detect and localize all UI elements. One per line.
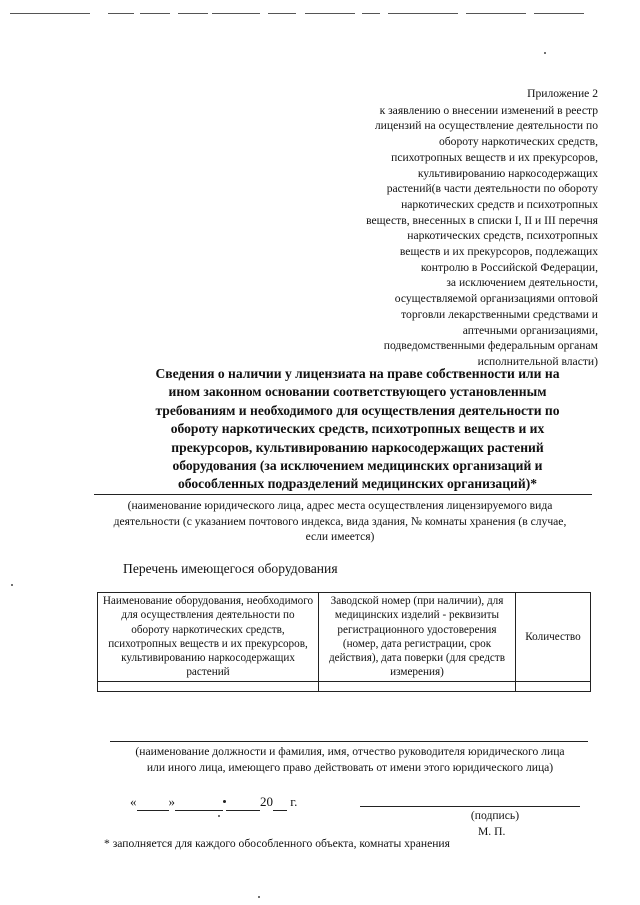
scan-border-line [362,13,380,14]
caption-line: или иного лица, имеющего право действовать от имени этого юридического лица) [146,760,554,774]
scan-border-line [534,13,584,14]
org-name-field-line[interactable] [94,494,592,495]
appendix-line: контролю в Российской Федерации, [420,260,598,274]
scan-border-line [268,13,296,14]
appendix-line: осуществляемой организациями оптовой [394,292,598,306]
heading-line: прекурсоров, культивированию наркосодержащих растений [171,439,544,455]
appendix-line: наркотических средств, психотропных [407,229,598,243]
appendix-line: аптечными организациями, [462,323,598,337]
heading-line: обособленных подразделений медицинских организаций)* [177,476,538,492]
equipment-list-title: Перечень имеющегося оборудования [123,561,338,576]
caption-line: (наименование должности и фамилия, имя, отчество руководителя юридического лица [135,745,565,758]
table-cell-serial-number[interactable] [319,681,516,691]
heading-line: оборудования (за исключением медицинских организаций и [172,458,543,474]
scan-speck [218,815,220,817]
caption-line: если имеется) [305,530,375,544]
table-row[interactable] [98,681,591,691]
appendix-line: психотропных веществ и их прекурсоров, [391,150,598,164]
header-quantity: Количество [516,593,591,682]
appendix-line: наркотических средств и психотропных [401,197,598,211]
appendix-line: культивированию наркосодержащих [417,166,598,180]
equipment-table [97,592,591,692]
appendix-line: растений(в части деятельности по обороту [386,182,598,196]
appendix-line: обороту наркотических средств, [438,135,598,149]
appendix-line: подведомственными федеральным органам [383,339,598,353]
stamp-label: М. П. [478,825,506,838]
scan-border-line [388,13,458,14]
appendix-block [298,86,598,370]
scan-speck [544,52,546,54]
header-serial-number: Заводской номер (при наличии), для медицинских изделий - реквизиты регистрационного удостоверения (номер, дата регистрации, срок действия), дата поверки (для средств измерения) [319,593,516,682]
date-line [130,794,297,811]
head-name-field-line[interactable] [110,741,588,742]
scan-border-line [305,13,355,14]
appendix-line: веществ, внесенных в списки I, II и III перечня [366,213,598,227]
document-heading [135,365,580,494]
scan-border-line [140,13,170,14]
footnote: * заполняется для каждого обособленного объекта, комнаты хранения [104,837,450,850]
year-field[interactable] [273,794,287,811]
appendix-line: торговли лекарственными средствами и [401,307,598,321]
scan-border-line [10,13,90,14]
appendix-line: к заявлению о внесении изменений в реестр [379,103,598,117]
year-suffix: г. [290,794,298,809]
head-name-caption [90,744,610,775]
scan-speck [258,896,260,898]
caption-line: (наименование юридического лица, адрес места осуществления лицензируемого вида [127,499,553,512]
heading-line: требованиям и необходимого для осуществления деятельности по [155,402,560,418]
date-close-quote: » [168,794,175,809]
org-name-caption [70,498,610,545]
table-cell-quantity[interactable] [516,681,591,691]
scan-border-line [466,13,526,14]
month-field[interactable] [175,794,223,811]
header-equipment-name: Наименование оборудования, необходимого для осуществления деятельности по обороту наркотических средств, психотропных веществ и их прекурсоров, культивированию наркосодержащих растений [98,593,319,682]
scan-border-line [212,13,260,14]
day-field[interactable] [137,794,169,811]
appendix-line: веществ и их прекурсоров, подлежащих [399,245,598,259]
appendix-title: Приложение 2 [527,87,598,100]
scan-border-line [178,13,208,14]
heading-line: ином законном основании соответствующего установленным [168,384,547,400]
scan-speck [11,584,13,586]
signature-field-line[interactable] [360,806,580,807]
table-cell-equipment-name[interactable] [98,681,319,691]
appendix-line: лицензий на осуществление деятельности по [374,119,598,133]
appendix-line: за исключением деятельности, [446,276,598,290]
heading-line: обороту наркотических средств, психотропных веществ и их [170,421,545,437]
signature-caption: (подпись) [470,809,520,822]
date-open-quote: « [130,794,137,809]
month-field-continued[interactable] [226,794,260,811]
caption-line: деятельности (с указанием почтового индекса, вида здания, № комнаты хранения (в случае, [113,514,567,528]
scan-border-line [108,13,134,14]
table-header-row [98,593,591,682]
year-prefix: 20 [260,794,273,809]
appendix-line: исполнительной власти) [477,354,598,368]
heading-line: Сведения о наличии у лицензиата на праве собственности или на [155,366,560,381]
